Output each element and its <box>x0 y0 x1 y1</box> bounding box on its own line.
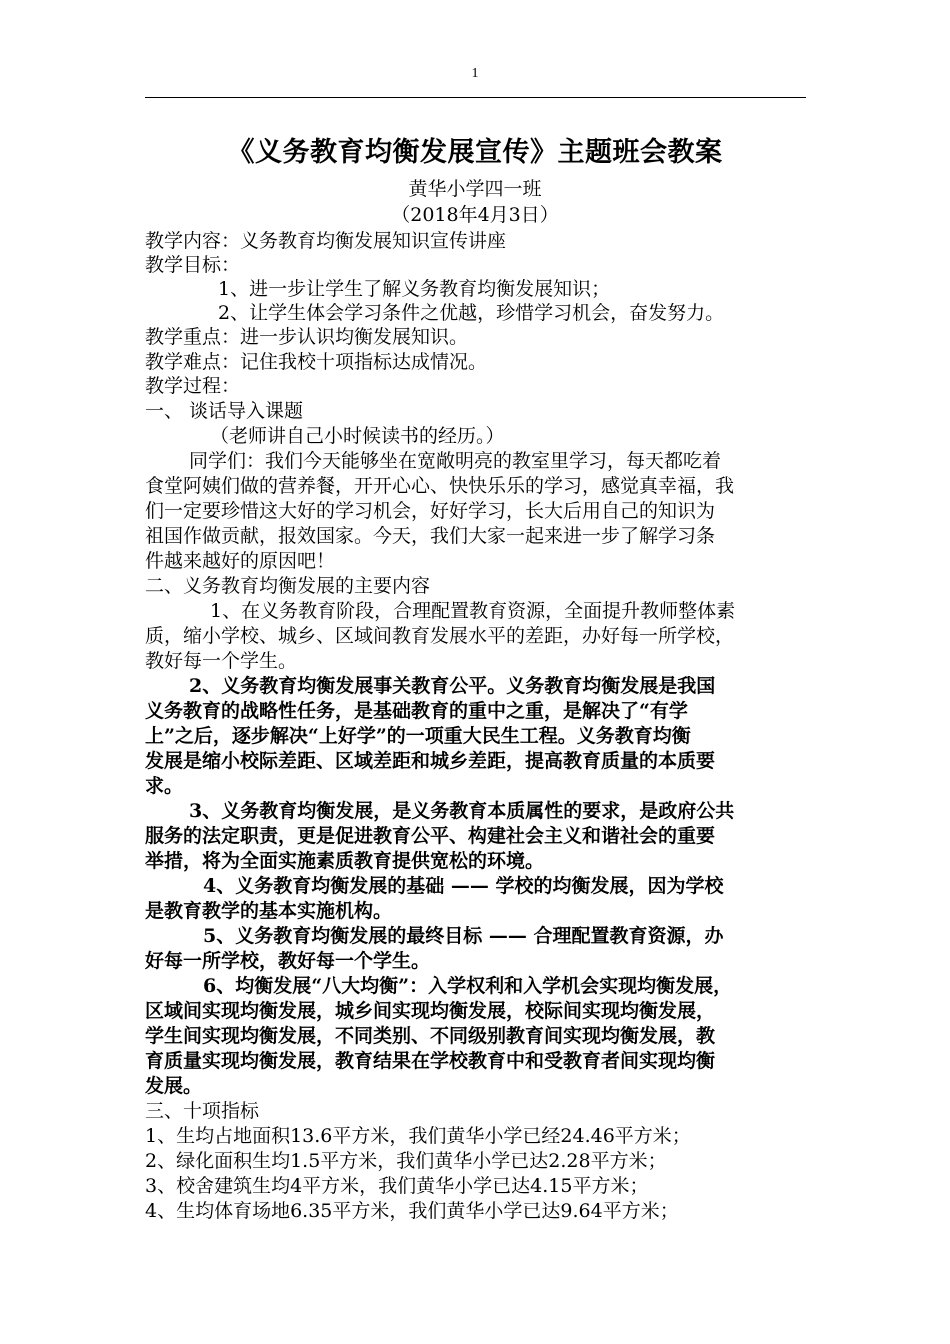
paragraph-intro-line-1: 同学们：我们今天能够坐在宽敞明亮的教室里学习，每天都吃着 <box>189 450 722 472</box>
section-2-heading: 二、义务教育均衡发展的主要内容 <box>145 575 431 597</box>
item-1-line-3: 教好每一个学生。 <box>145 650 298 672</box>
line-teaching-content: 教学内容：义务教育均衡发展知识宣传讲座 <box>145 230 507 252</box>
item-3-line-1: 3、义务教育均衡发展，是义务教育本质属性的要求，是政府公共 <box>189 800 735 822</box>
item-3-line-3: 举措，将为全面实施素质教育提供宽松的环境。 <box>145 850 545 872</box>
line-difficulty: 教学难点：记住我校十项指标达成情况。 <box>145 351 488 373</box>
paragraph-intro-line-3: 们一定要珍惜这大好的学习机会，好好学习，长大后用自己的知识为 <box>145 500 716 522</box>
item-2-line-3: 上”之后，逐步解决“上好学”的一项重大民生工程。义务教育均衡 <box>145 725 691 747</box>
item-5-line-2: 好每一所学校，教好每一个学生。 <box>145 950 431 972</box>
line-goal-1: 1、进一步让学生了解义务教育均衡发展知识； <box>218 278 611 300</box>
document-title: 《义务教育均衡发展宣传》主题班会教案 <box>227 137 723 168</box>
line-teacher-story: （老师讲自己小时候读书的经历。） <box>210 425 505 447</box>
header-rule <box>145 97 806 98</box>
section-1-heading: 一、 谈话导入课题 <box>145 400 304 422</box>
item-2-line-2: 义务教育的战略性任务，是基础教育的重中之重，是解决了“有学 <box>145 700 688 722</box>
indicator-4: 4、生均体育场地6.35平方米，我们黄华小学已达9.64平方米； <box>145 1200 679 1222</box>
paragraph-intro-line-5: 件越来越好的原因吧！ <box>145 550 336 572</box>
item-2-line-5: 求。 <box>145 775 184 797</box>
item-3-line-2: 服务的法定职责，更是促进教育公平、构建社会主义和谐社会的重要 <box>145 825 716 847</box>
item-6-line-1: 6、均衡发展“八大均衡”：入学权利和入学机会实现均衡发展， <box>203 975 733 997</box>
section-3-heading: 三、十项指标 <box>145 1100 260 1122</box>
item-6-line-5: 发展。 <box>145 1075 203 1097</box>
item-4-line-2: 是教育教学的基本实施机构。 <box>145 900 393 922</box>
school-class: 黄华小学四一班 <box>408 178 542 200</box>
line-goal-2: 2、让学生体会学习条件之优越，珍惜学习机会，奋发努力。 <box>218 302 725 324</box>
item-6-line-3: 学生间实现均衡发展，不同类别、不同级别教育间实现均衡发展，教 <box>145 1025 716 1047</box>
indicator-1: 1、生均占地面积13.6平方米，我们黄华小学已经24.46平方米； <box>145 1125 691 1147</box>
item-6-line-2: 区域间实现均衡发展，城乡间实现均衡发展，校际间实现均衡发展， <box>145 1000 716 1022</box>
item-6-line-4: 育质量实现均衡发展，教育结果在学校教育中和受教育者间实现均衡 <box>145 1050 716 1072</box>
page-number: 1 <box>471 66 479 81</box>
line-teaching-goals: 教学目标： <box>145 254 241 276</box>
indicator-2: 2、绿化面积生均1.5平方米，我们黄华小学已达2.28平方米； <box>145 1150 667 1172</box>
line-process: 教学过程： <box>145 375 241 397</box>
line-key-point: 教学重点：进一步认识均衡发展知识。 <box>145 326 469 348</box>
paragraph-intro-line-4: 祖国作做贡献，报效国家。今天，我们大家一起来进一步了解学习条 <box>145 525 716 547</box>
paragraph-intro-line-2: 食堂阿姨们做的营养餐，开开心心、快快乐乐的学习，感觉真幸福，我 <box>145 475 735 497</box>
item-4-line-1: 4、义务教育均衡发展的基础 —— 学校的均衡发展，因为学校 <box>203 875 724 897</box>
lesson-date: （2018年4月3日） <box>391 204 559 226</box>
item-2-line-4: 发展是缩小校际差距、区域差距和城乡差距，提高教育质量的本质要 <box>145 750 716 772</box>
item-5-line-1: 5、义务教育均衡发展的最终目标 —— 合理配置教育资源，办 <box>203 925 724 947</box>
item-2-line-1: 2、义务教育均衡发展事关教育公平。义务教育均衡发展是我国 <box>189 675 716 697</box>
item-1-line-2: 质，缩小学校、城乡、区域间教育发展水平的差距，办好每一所学校， <box>145 625 735 647</box>
indicator-3: 3、校舍建筑生均4平方米，我们黄华小学已达4.15平方米； <box>145 1175 649 1197</box>
item-1-line-1: 1、在义务教育阶段，合理配置教育资源，全面提升教师整体素 <box>210 600 736 622</box>
